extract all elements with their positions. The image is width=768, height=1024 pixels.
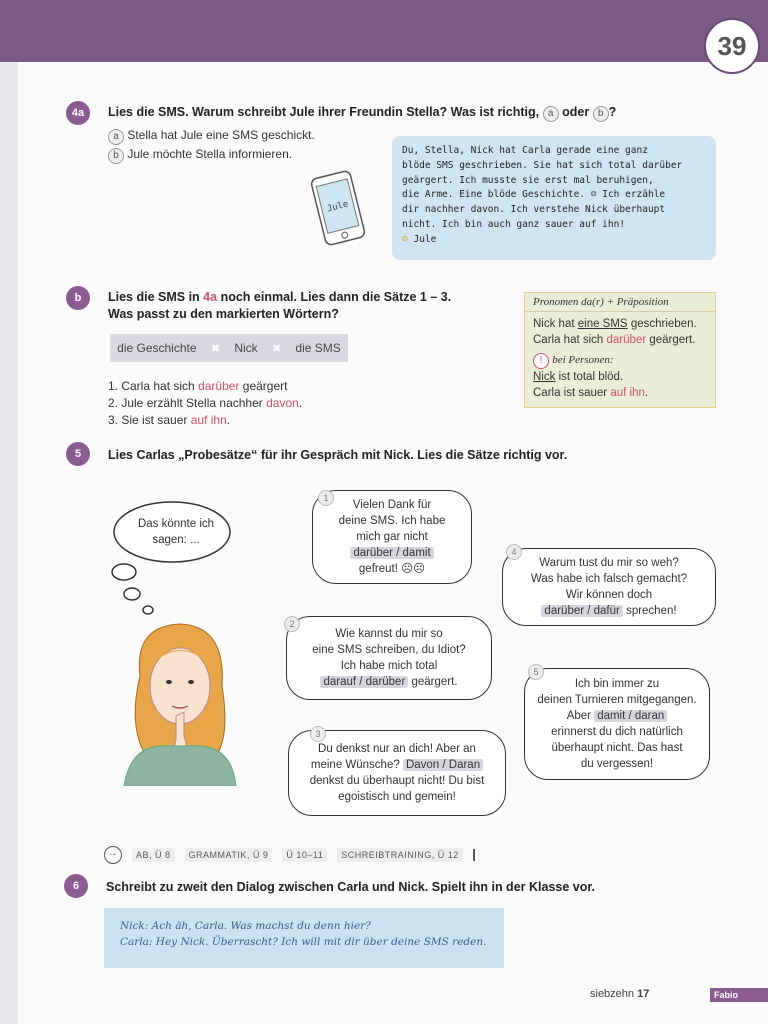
link-uebung[interactable]: Ü 10–11 xyxy=(282,848,327,862)
grammar-box: Pronomen da(r) + Präposition Nick hat eine SMS geschrieben. Carla hat sich darüber geärgert. ! bei Personen: Nick ist total blöd. Carla ist sauer auf ihn. xyxy=(524,292,716,408)
choice-4: darüber / dafür xyxy=(541,605,622,617)
option-b xyxy=(108,147,292,164)
bubble-number-2: 2 xyxy=(284,616,300,632)
bubble-1: Vielen Dank für deine SMS. Ich habe mich gar nicht darüber / damit gefreut! ☹☹ xyxy=(312,490,472,584)
bubble-4: Warum tust du mir so weh? Was habe ich falsch gemacht? Wir können doch darüber / dafür sprechen! xyxy=(502,548,716,626)
task-b-ref: 4a xyxy=(203,290,218,304)
task-b-l1-pre: Lies die SMS in xyxy=(108,290,200,304)
sms-line-2: blöde SMS geschrieben. Sie hat sich total darüber xyxy=(402,159,683,171)
angry-face-icon: ☹ xyxy=(402,233,408,245)
task-b-instruction xyxy=(108,289,508,323)
link-schreibtraining[interactable]: SCHREIBTRAINING, Ü 12 xyxy=(337,848,463,862)
sms-line-4b: Ich erzähle xyxy=(602,189,666,201)
bubble-number-1: 1 xyxy=(318,490,334,506)
thought-cloud xyxy=(110,496,240,620)
pill-geschichte: die Geschichte xyxy=(117,341,197,355)
sms-signature: Jule xyxy=(413,233,437,245)
sms-line-5: dir nachher davon. Ich verstehe Nick überhaupt xyxy=(402,204,666,216)
sad-faces-icon: ☹☹ xyxy=(401,563,426,575)
sms-line-4: die Arme. Eine blöde Geschichte. xyxy=(402,189,586,201)
reference-links xyxy=(104,846,475,864)
page-number: 39 xyxy=(704,18,760,74)
bubble-number-5: 5 xyxy=(528,664,544,680)
task-number-6: 6 xyxy=(64,874,88,898)
sms-line-1: Du, Stella, Nick hat Carla gerade eine ganz xyxy=(402,145,648,156)
bubble-3: Du denkst nur an dich! Aber an meine Wünsche? Davon / Daran denkst du überhaupt nicht! Du bist egoistisch und gemein! xyxy=(288,730,506,816)
sentence-2: 2. Jule erzählt Stella nachher davon. xyxy=(108,396,303,410)
arrow-right-icon: → xyxy=(104,846,122,864)
option-b-text: Jule möchte Stella informieren. xyxy=(127,147,293,161)
girl-illustration xyxy=(120,616,240,786)
bubble-5: Ich bin immer zu deinen Turnieren mitgegangen. Aber damit / daran erinnerst du dich natürlich überhaupt nicht. Das hast du vergessen! xyxy=(524,668,710,780)
bubble-number-4: 4 xyxy=(506,544,522,560)
task-4a-instruction xyxy=(108,104,648,122)
option-b-circle: b xyxy=(108,148,124,164)
sentence-1: 1. Carla hat sich darüber geärgert xyxy=(108,379,288,393)
bubble-2: Wie kannst du mir so eine SMS schreiben, du Idiot? Ich habe mich total darauf / darüber geärgert. xyxy=(286,616,492,700)
option-a xyxy=(108,128,315,145)
dialog-note xyxy=(104,908,504,968)
task-b-l1-post: noch einmal. Lies dann die Sätze 1 – 3. xyxy=(220,290,452,304)
choice-1: darüber / damit xyxy=(350,547,433,559)
task-number-b: b xyxy=(66,286,90,310)
option-b-marker: b xyxy=(593,106,609,122)
word-pill-bar: die Geschichte ✖ Nick ✖ die SMS xyxy=(110,334,348,362)
task-number-5: 5 xyxy=(66,442,90,466)
page-footer: siebzehn 17 xyxy=(590,988,650,1000)
sentence-list xyxy=(108,378,302,429)
sentence-3: 3. Sie ist sauer auf ihn. xyxy=(108,413,231,427)
choice-2: darauf / darüber xyxy=(320,676,408,688)
bubble-number-3: 3 xyxy=(310,726,326,742)
phone-label: Jule xyxy=(326,199,350,215)
task-b-line2: Was passt zu den markierten Wörtern? xyxy=(108,307,339,321)
link-grammatik[interactable]: GRAMMATIK, Ü 9 xyxy=(185,848,273,862)
warning-icon: ! xyxy=(533,353,549,369)
sms-line-6: nicht. Ich bin auch ganz sauer auf ihn! xyxy=(402,218,626,230)
sms-line-3: geärgert. Ich musste sie erst mal beruhigen, xyxy=(402,174,654,186)
dialog-line-1: Nick: Ach äh, Carla. Was machst du denn hier? xyxy=(120,920,371,932)
sad-face-icon: ☹ xyxy=(590,189,597,201)
question-mark: ? xyxy=(608,105,617,119)
link-ab[interactable]: AB, Ü 8 xyxy=(132,848,175,862)
pill-nick: Nick xyxy=(234,341,258,355)
task-5-instruction: Lies Carlas „Probesätze“ für ihr Gespräch mit Nick. Lies die Sätze richtig vor. xyxy=(108,448,568,462)
task-number-4a: 4a xyxy=(66,101,90,125)
sms-message xyxy=(392,136,716,260)
footer-tag: Fabio xyxy=(710,988,768,1002)
pill-sms: die SMS xyxy=(295,341,341,355)
option-a-text: Stella hat Jule eine SMS geschickt. xyxy=(127,128,315,142)
end-bar xyxy=(473,849,475,861)
task-4a-text: Lies die SMS. Warum schreibt Jule ihrer Freundin Stella? Was ist richtig, xyxy=(108,105,540,119)
dialog-line-2: Carla: Hey Nick. Überrascht? Ich will mit dir über deine SMS reden. xyxy=(120,936,487,948)
choice-5: damit / daran xyxy=(594,710,667,722)
thought-text: Das könnte ich sagen: ... xyxy=(137,518,215,546)
grammar-title: Pronomen da(r) + Präposition xyxy=(525,293,715,312)
option-a-circle: a xyxy=(108,129,124,145)
phone-icon xyxy=(310,170,366,246)
top-band xyxy=(0,0,768,62)
option-a-marker: a xyxy=(543,106,559,122)
choice-3: Davon / Daran xyxy=(403,759,483,771)
oder-text: oder xyxy=(562,105,590,119)
task-6-instruction: Schreibt zu zweit den Dialog zwischen Carla und Nick. Spielt ihn in der Klasse vor. xyxy=(106,880,596,894)
